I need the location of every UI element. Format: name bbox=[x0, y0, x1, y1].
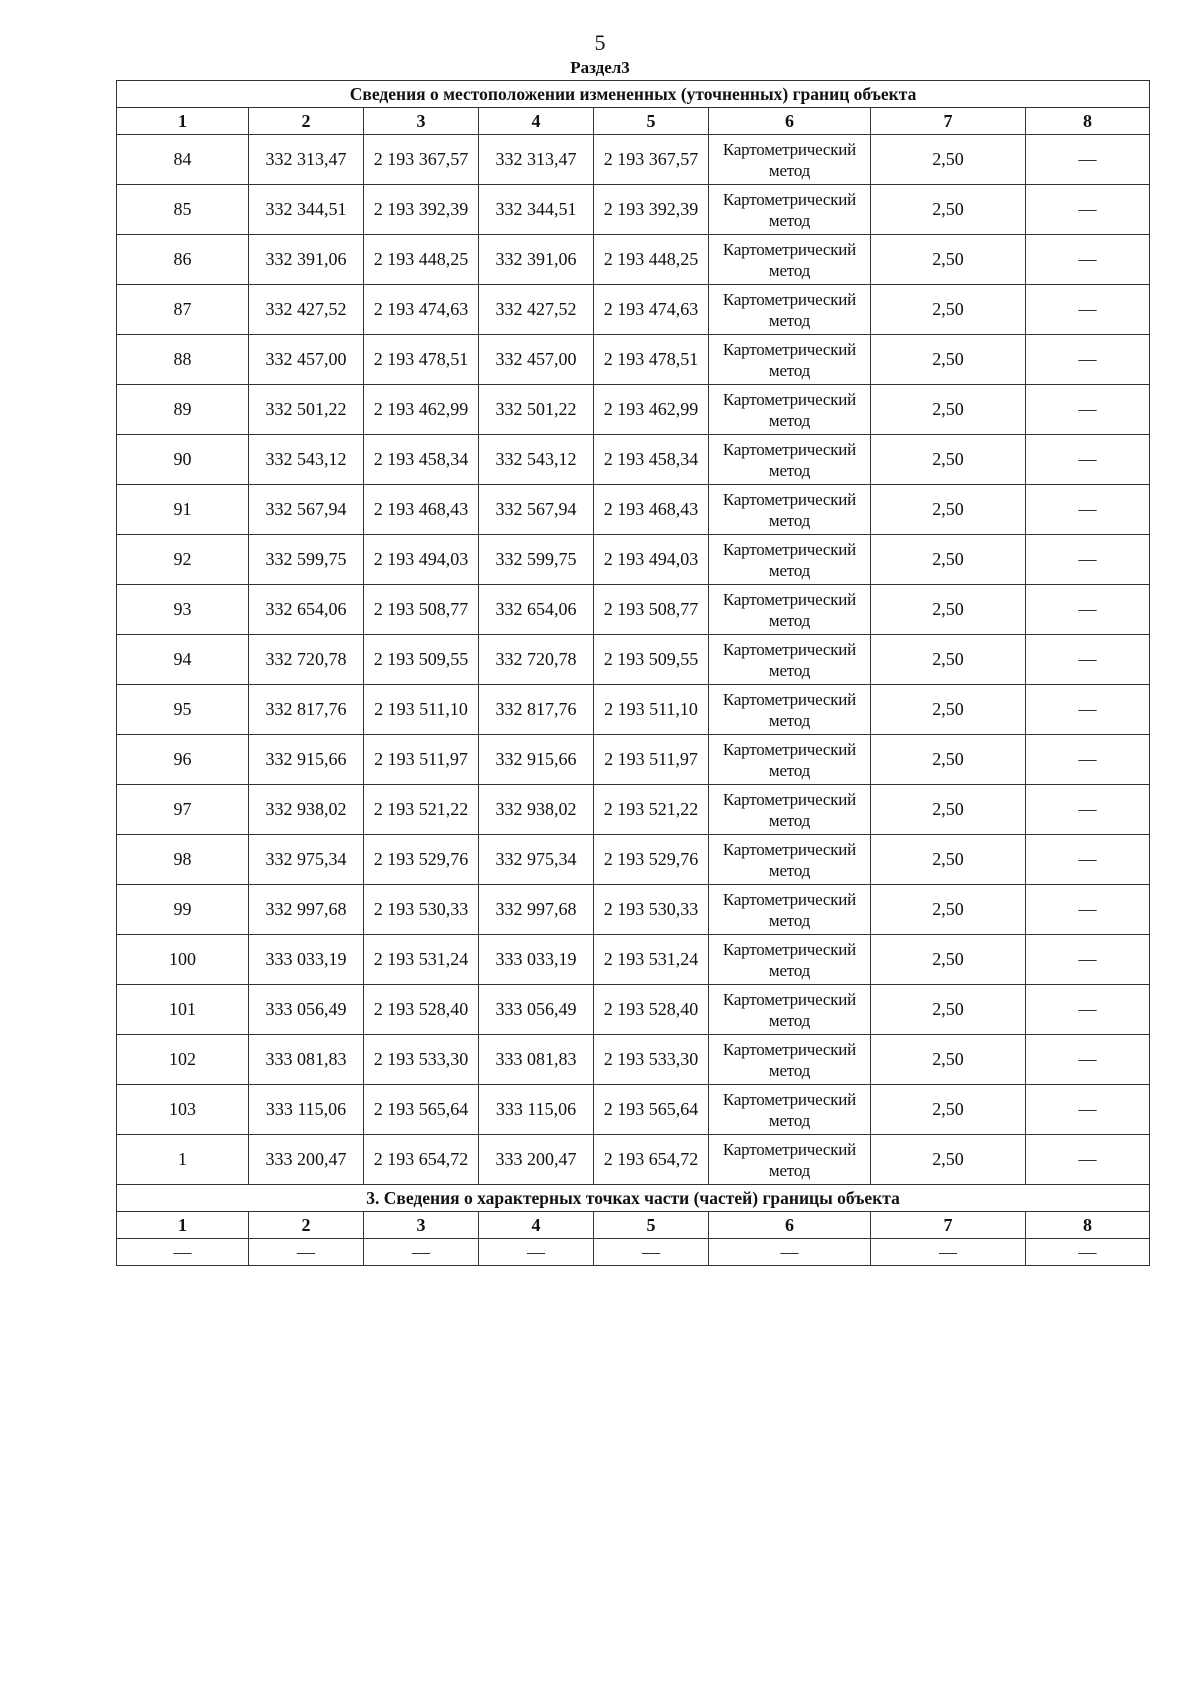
table-cell: 99 bbox=[117, 885, 249, 935]
table-cell: 2 193 468,43 bbox=[594, 485, 709, 535]
table-cell: Картометрический метод bbox=[709, 535, 871, 585]
table-cell: 2 193 533,30 bbox=[594, 1035, 709, 1085]
table-row bbox=[117, 835, 1150, 885]
table-cell: 2,50 bbox=[871, 935, 1026, 985]
table-cell: 333 200,47 bbox=[249, 1135, 364, 1185]
table-cell: 332 501,22 bbox=[479, 385, 594, 435]
table-cell: 2 193 565,64 bbox=[594, 1085, 709, 1135]
table-cell: 2,50 bbox=[871, 335, 1026, 385]
table-row bbox=[117, 535, 1150, 585]
table-cell: 2 193 478,51 bbox=[594, 335, 709, 385]
table2-title-cell: 3. Сведения о характерных точках части (частей) границы объекта bbox=[117, 1185, 1150, 1212]
table-cell: — bbox=[1026, 235, 1150, 285]
table-cell: 2 193 494,03 bbox=[364, 535, 479, 585]
table-cell: 2 193 474,63 bbox=[594, 285, 709, 335]
table-cell: — bbox=[117, 1239, 249, 1266]
table-cell: 2 193 508,77 bbox=[594, 585, 709, 635]
column-header: 3 bbox=[364, 1212, 479, 1239]
table-cell: 2,50 bbox=[871, 735, 1026, 785]
table-cell: Картометрический метод bbox=[709, 835, 871, 885]
table-cell: 2,50 bbox=[871, 585, 1026, 635]
table-cell: 332 915,66 bbox=[249, 735, 364, 785]
table-cell: 2 193 531,24 bbox=[364, 935, 479, 985]
table-cell: — bbox=[1026, 735, 1150, 785]
column-header: 8 bbox=[1026, 1212, 1150, 1239]
table-cell: 103 bbox=[117, 1085, 249, 1135]
section-title: Раздел3 bbox=[570, 58, 630, 77]
table-cell: — bbox=[1026, 1239, 1150, 1266]
table-cell: 2 193 654,72 bbox=[364, 1135, 479, 1185]
table-cell: 2 193 509,55 bbox=[594, 635, 709, 685]
table-cell: 2,50 bbox=[871, 285, 1026, 335]
column-header: 5 bbox=[594, 108, 709, 135]
table-cell: 102 bbox=[117, 1035, 249, 1085]
table-cell: 332 313,47 bbox=[249, 135, 364, 185]
table-cell: 333 033,19 bbox=[249, 935, 364, 985]
table-cell: 90 bbox=[117, 435, 249, 485]
table-cell: 333 115,06 bbox=[249, 1085, 364, 1135]
table-cell: Картометрический метод bbox=[709, 335, 871, 385]
table-cell: 2,50 bbox=[871, 885, 1026, 935]
table-cell: Картометрический метод bbox=[709, 285, 871, 335]
table-cell: 2 193 530,33 bbox=[364, 885, 479, 935]
table-body bbox=[117, 81, 1150, 1266]
table-row bbox=[117, 1085, 1150, 1135]
table-cell: Картометрический метод bbox=[709, 435, 871, 485]
table-cell: 2,50 bbox=[871, 185, 1026, 235]
table-cell: 2 193 528,40 bbox=[364, 985, 479, 1035]
table-cell: — bbox=[1026, 485, 1150, 535]
table-cell: 87 bbox=[117, 285, 249, 335]
table2-title bbox=[117, 1185, 1150, 1212]
table-row bbox=[117, 785, 1150, 835]
table-cell: 2,50 bbox=[871, 1085, 1026, 1135]
table-cell: 95 bbox=[117, 685, 249, 735]
table-cell: — bbox=[1026, 135, 1150, 185]
column-header: 3 bbox=[364, 108, 479, 135]
table-cell: — bbox=[364, 1239, 479, 1266]
column-header: 2 bbox=[249, 108, 364, 135]
table-cell: 333 056,49 bbox=[479, 985, 594, 1035]
table-row bbox=[117, 885, 1150, 935]
table-cell: 332 938,02 bbox=[249, 785, 364, 835]
table-cell: 332 567,94 bbox=[249, 485, 364, 535]
table-cell: 332 599,75 bbox=[479, 535, 594, 585]
table-cell: 100 bbox=[117, 935, 249, 985]
table-cell: 2 193 462,99 bbox=[594, 385, 709, 435]
table-cell: 332 938,02 bbox=[479, 785, 594, 835]
table-cell: — bbox=[1026, 635, 1150, 685]
table-cell: — bbox=[1026, 835, 1150, 885]
table-cell: 2,50 bbox=[871, 435, 1026, 485]
table-cell: Картометрический метод bbox=[709, 735, 871, 785]
table-cell: 2 193 494,03 bbox=[594, 535, 709, 585]
table-cell: 2 193 530,33 bbox=[594, 885, 709, 935]
table-cell: 332 975,34 bbox=[479, 835, 594, 885]
table-cell: 332 997,68 bbox=[249, 885, 364, 935]
table-cell: 2 193 533,30 bbox=[364, 1035, 479, 1085]
table-cell: 2 193 511,10 bbox=[364, 685, 479, 735]
table-cell: 2 193 511,10 bbox=[594, 685, 709, 735]
table-cell: 2 193 508,77 bbox=[364, 585, 479, 635]
table-cell: 2 193 521,22 bbox=[364, 785, 479, 835]
table-row bbox=[117, 585, 1150, 635]
column-header: 4 bbox=[479, 1212, 594, 1239]
page-number: 5 bbox=[594, 30, 606, 55]
table-row bbox=[117, 1239, 1150, 1266]
table-cell: — bbox=[1026, 685, 1150, 735]
table-cell: 332 975,34 bbox=[249, 835, 364, 885]
table-cell: 2,50 bbox=[871, 135, 1026, 185]
table-row bbox=[117, 985, 1150, 1035]
table-cell: Картометрический метод bbox=[709, 685, 871, 735]
table-cell: Картометрический метод bbox=[709, 585, 871, 635]
table-cell: 2 193 462,99 bbox=[364, 385, 479, 435]
table-cell: — bbox=[871, 1239, 1026, 1266]
table-cell: 2 193 521,22 bbox=[594, 785, 709, 835]
table-cell: Картометрический метод bbox=[709, 935, 871, 985]
table-row bbox=[117, 1035, 1150, 1085]
table-cell: 332 720,78 bbox=[479, 635, 594, 685]
table-cell: 332 543,12 bbox=[479, 435, 594, 485]
column-header: 6 bbox=[709, 1212, 871, 1239]
table-cell: 2 193 367,57 bbox=[594, 135, 709, 185]
coordinates-table bbox=[116, 80, 1150, 1266]
table-cell: 2 193 529,76 bbox=[594, 835, 709, 885]
table-cell: 2 193 392,39 bbox=[594, 185, 709, 235]
table-cell: 332 654,06 bbox=[249, 585, 364, 635]
table-cell: — bbox=[1026, 1035, 1150, 1085]
table-cell: 86 bbox=[117, 235, 249, 285]
table-cell: Картометрический метод bbox=[709, 985, 871, 1035]
table-cell: 2,50 bbox=[871, 535, 1026, 585]
table-cell: 332 817,76 bbox=[249, 685, 364, 735]
table-cell: 2,50 bbox=[871, 385, 1026, 435]
table-cell: 333 200,47 bbox=[479, 1135, 594, 1185]
table-row bbox=[117, 485, 1150, 535]
table-cell: 91 bbox=[117, 485, 249, 535]
table-cell: 333 081,83 bbox=[249, 1035, 364, 1085]
table-cell: 2 193 528,40 bbox=[594, 985, 709, 1035]
column-header: 1 bbox=[117, 1212, 249, 1239]
table-cell: Картометрический метод bbox=[709, 235, 871, 285]
table-cell: 332 344,51 bbox=[249, 185, 364, 235]
table-cell: 2 193 529,76 bbox=[364, 835, 479, 885]
table-cell: 2 193 531,24 bbox=[594, 935, 709, 985]
table1-header-row bbox=[117, 108, 1150, 135]
column-header: 2 bbox=[249, 1212, 364, 1239]
column-header: 6 bbox=[709, 108, 871, 135]
table-row bbox=[117, 185, 1150, 235]
table-cell: Картометрический метод bbox=[709, 1035, 871, 1085]
table-cell: 2 193 478,51 bbox=[364, 335, 479, 385]
table-cell: 333 081,83 bbox=[479, 1035, 594, 1085]
table-cell: 97 bbox=[117, 785, 249, 835]
table-cell: 2,50 bbox=[871, 485, 1026, 535]
table2-header-row bbox=[117, 1212, 1150, 1239]
table-cell: — bbox=[1026, 185, 1150, 235]
table-cell: 2 193 565,64 bbox=[364, 1085, 479, 1135]
table-cell: Картометрический метод bbox=[709, 1085, 871, 1135]
table-cell: — bbox=[1026, 435, 1150, 485]
table-cell: 2,50 bbox=[871, 235, 1026, 285]
table-row bbox=[117, 335, 1150, 385]
table-cell: 332 654,06 bbox=[479, 585, 594, 635]
table-cell: 2 193 458,34 bbox=[594, 435, 709, 485]
table-cell: 332 391,06 bbox=[479, 235, 594, 285]
table-row bbox=[117, 285, 1150, 335]
table-cell: Картометрический метод bbox=[709, 635, 871, 685]
table-cell: — bbox=[1026, 285, 1150, 335]
table-cell: 332 427,52 bbox=[249, 285, 364, 335]
table-cell: — bbox=[479, 1239, 594, 1266]
table-cell: 88 bbox=[117, 335, 249, 385]
table-cell: 2 193 654,72 bbox=[594, 1135, 709, 1185]
table-cell: — bbox=[1026, 1085, 1150, 1135]
table1-title bbox=[117, 81, 1150, 108]
table-cell: Картометрический метод bbox=[709, 185, 871, 235]
table-cell: 2 193 458,34 bbox=[364, 435, 479, 485]
table-row bbox=[117, 735, 1150, 785]
column-header: 4 bbox=[479, 108, 594, 135]
table-cell: — bbox=[1026, 785, 1150, 835]
table-cell: — bbox=[1026, 385, 1150, 435]
table-cell: 94 bbox=[117, 635, 249, 685]
table-cell: 332 313,47 bbox=[479, 135, 594, 185]
table-cell: 2 193 474,63 bbox=[364, 285, 479, 335]
table-cell: 85 bbox=[117, 185, 249, 235]
table-row bbox=[117, 135, 1150, 185]
table-cell: 92 bbox=[117, 535, 249, 585]
table-cell: — bbox=[594, 1239, 709, 1266]
table-cell: 332 817,76 bbox=[479, 685, 594, 735]
table-cell: Картометрический метод bbox=[709, 135, 871, 185]
table-cell: — bbox=[709, 1239, 871, 1266]
table-cell: 332 427,52 bbox=[479, 285, 594, 335]
table-row bbox=[117, 435, 1150, 485]
table-cell: 2 193 511,97 bbox=[364, 735, 479, 785]
table-row bbox=[117, 685, 1150, 735]
table-cell: Картометрический метод bbox=[709, 1135, 871, 1185]
table-cell: 332 457,00 bbox=[249, 335, 364, 385]
column-header: 8 bbox=[1026, 108, 1150, 135]
table-cell: 333 115,06 bbox=[479, 1085, 594, 1135]
table-cell: 2 193 511,97 bbox=[594, 735, 709, 785]
table-cell: 332 720,78 bbox=[249, 635, 364, 685]
table-cell: 332 997,68 bbox=[479, 885, 594, 935]
column-header: 7 bbox=[871, 108, 1026, 135]
table-cell: 2 193 468,43 bbox=[364, 485, 479, 535]
table-row bbox=[117, 385, 1150, 435]
table1-title-cell: Сведения о местоположении измененных (уточненных) границ объекта bbox=[117, 81, 1150, 108]
table-cell: 332 567,94 bbox=[479, 485, 594, 535]
table-cell: 2,50 bbox=[871, 635, 1026, 685]
table-row bbox=[117, 935, 1150, 985]
table-cell: 332 457,00 bbox=[479, 335, 594, 385]
column-header: 7 bbox=[871, 1212, 1026, 1239]
table-cell: 2,50 bbox=[871, 785, 1026, 835]
table-cell: 89 bbox=[117, 385, 249, 435]
table-cell: 1 bbox=[117, 1135, 249, 1185]
table-row bbox=[117, 1135, 1150, 1185]
table-cell: 96 bbox=[117, 735, 249, 785]
table-cell: 332 915,66 bbox=[479, 735, 594, 785]
table-cell: Картометрический метод bbox=[709, 385, 871, 435]
table-cell: 2,50 bbox=[871, 1035, 1026, 1085]
table-cell: 333 033,19 bbox=[479, 935, 594, 985]
table-cell: — bbox=[1026, 1135, 1150, 1185]
table-cell: — bbox=[1026, 985, 1150, 1035]
table-cell: 2,50 bbox=[871, 685, 1026, 735]
table-cell: 2,50 bbox=[871, 1135, 1026, 1185]
table-cell: 2,50 bbox=[871, 835, 1026, 885]
table-cell: 333 056,49 bbox=[249, 985, 364, 1035]
table-cell: 2 193 392,39 bbox=[364, 185, 479, 235]
table-cell: — bbox=[1026, 935, 1150, 985]
table-cell: 332 391,06 bbox=[249, 235, 364, 285]
table-cell: Картометрический метод bbox=[709, 785, 871, 835]
table-cell: 2 193 448,25 bbox=[594, 235, 709, 285]
column-header: 1 bbox=[117, 108, 249, 135]
table-cell: — bbox=[1026, 335, 1150, 385]
table-cell: — bbox=[1026, 885, 1150, 935]
table-cell: 93 bbox=[117, 585, 249, 635]
table-cell: Картометрический метод bbox=[709, 485, 871, 535]
table-row bbox=[117, 235, 1150, 285]
table-cell: 2 193 367,57 bbox=[364, 135, 479, 185]
table-cell: — bbox=[1026, 535, 1150, 585]
table-cell: 101 bbox=[117, 985, 249, 1035]
table-cell: 332 344,51 bbox=[479, 185, 594, 235]
table-cell: 332 599,75 bbox=[249, 535, 364, 585]
table-cell: 2 193 509,55 bbox=[364, 635, 479, 685]
table-cell: 2 193 448,25 bbox=[364, 235, 479, 285]
table-cell: 332 543,12 bbox=[249, 435, 364, 485]
table-cell: 332 501,22 bbox=[249, 385, 364, 435]
table-cell: — bbox=[249, 1239, 364, 1266]
table-cell: 98 bbox=[117, 835, 249, 885]
table-cell: — bbox=[1026, 585, 1150, 635]
column-header: 5 bbox=[594, 1212, 709, 1239]
table-cell: 84 bbox=[117, 135, 249, 185]
table-cell: Картометрический метод bbox=[709, 885, 871, 935]
table-cell: 2,50 bbox=[871, 985, 1026, 1035]
table-row bbox=[117, 635, 1150, 685]
